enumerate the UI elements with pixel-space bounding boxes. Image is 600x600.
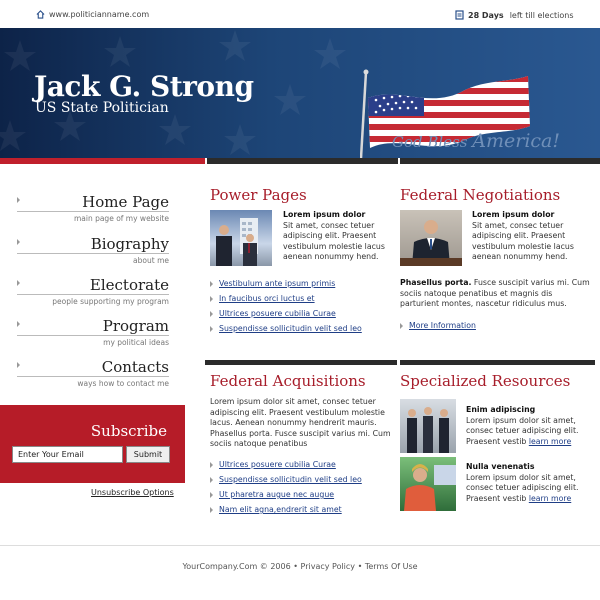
unsubscribe-link[interactable]: Unsubscribe Options [91,488,174,497]
specialized-bold: Nulla venenatis [466,462,535,471]
nav-rule [17,335,169,336]
terms-of-use-link[interactable]: Terms Of Use [364,562,418,571]
businessmen-image [210,210,272,266]
days-label: left till elections [509,10,574,20]
list-item [210,504,395,519]
federal-negotiations-title: Federal Negotiations [400,186,561,204]
email-field[interactable] [12,446,123,463]
nav-label: Program [102,317,169,335]
specialized-bold: Enim adipiscing [466,405,536,414]
power-link[interactable]: Ultrices posuere cubilia Curae [219,309,336,318]
acquisitions-link[interactable]: Nam elit agna,endrerit sit amet [219,505,342,514]
acquisitions-link[interactable]: Ultrices posuere cubilia Curae [219,460,336,469]
subscribe-panel [0,405,185,483]
footer [0,562,600,571]
nav-sublabel: main page of my website [73,214,169,223]
federal-negotiations-paragraph [400,278,592,310]
paragraph-body: Fusce suscipit varius mi. Cum sociis natoque penatibus et magnis dis parturient montes, nascetur ridiculus mus. [400,278,590,308]
nav-sublabel: my political ideas [103,338,169,347]
arrow-right-icon [17,362,20,368]
specialized-resources-title: Specialized Resources [400,372,571,390]
arrow-right-icon [17,197,20,203]
list-item [210,474,395,489]
nav-item-contacts[interactable] [0,355,185,393]
header-banner [0,28,600,158]
politician-role: US State Politician [35,100,169,116]
list-item [210,293,395,308]
meeting-photo [400,399,456,453]
speaker-image [400,210,462,266]
list-item [210,278,395,293]
site-url[interactable] [36,10,149,19]
woman-at-computer-image [400,457,456,511]
footer-copyright: YourCompany.Com © 2006 [182,562,291,571]
politician-name: Jack G. Strong [34,70,254,103]
subscribe-title: Subscribe [90,422,167,440]
acquisitions-link[interactable]: Suspendisse sollicitudin velit sed leo [219,475,362,484]
power-pages-body: Sit amet, consec tetuer adipiscing elit. Praesent vestibulum molestie lacus aenean nonummy hend. [283,220,385,261]
motto-small: God Bless [392,133,473,151]
nav-item-program[interactable] [0,314,185,352]
privacy-policy-link[interactable]: Privacy Policy [300,562,356,571]
nav-rule [17,376,169,377]
nav-sublabel: people supporting my program [52,297,169,306]
federal-negotiations-photo [400,210,462,266]
footer-separator: • [355,562,365,571]
specialized-body: Lorem ipsum dolor sit amet, consec tetuer adipiscing elit. Praesent vestib [466,415,579,446]
federal-negotiations-bold: Lorem ipsum dolor [472,210,555,219]
federal-acquisitions-title: Federal Acquisitions [210,372,366,390]
divider-gap [205,158,207,164]
power-pages-photo [210,210,272,266]
nav-item-home-page[interactable] [0,190,185,228]
specialized-item-1 [466,405,592,447]
learn-more-link[interactable]: learn more [528,493,572,503]
list-item [400,320,550,335]
nav-rule [17,211,169,212]
list-item [210,459,395,474]
days-count: 28 Days [468,10,504,20]
specialized-body: Lorem ipsum dolor sit amet, consec tetuer adipiscing elit. Praesent vestib [466,472,579,503]
arrow-right-icon [17,239,20,245]
list-item [210,489,395,504]
power-link[interactable]: In faucibus orci luctus et [219,294,315,303]
calendar-icon [455,10,464,20]
footer-separator: • [290,562,301,571]
federal-acquisitions-links [210,459,395,519]
nav-label: Biography [90,235,169,253]
top-bar [0,0,600,28]
divider-red-segment [0,158,205,164]
nav-label: Electorate [89,276,169,294]
site-url-text: www.politicianname.com [49,10,150,19]
federal-negotiations-body: Sit amet, consec tetuer adipiscing elit. Praesent vestibulum molestie lacus aenean nonummy hend. [472,220,574,261]
nav-rule [17,294,169,295]
nav-label: Home Page [82,193,169,211]
banner-motto [392,130,560,152]
nav-sublabel: about me [133,256,169,265]
list-item [210,323,395,338]
section-divider [205,360,397,365]
divider-gap [398,158,400,164]
paragraph-bold: Phasellus porta. [400,278,472,287]
power-pages-title: Power Pages [210,186,307,204]
nav-rule [17,253,169,254]
acquisitions-link[interactable]: Ut pharetra augue nec augue [219,490,335,499]
worker-photo [400,457,456,511]
nav-sublabel: ways how to contact me [77,379,169,388]
section-divider [400,360,595,365]
specialized-item-2 [466,462,592,504]
arrow-right-icon [17,280,20,286]
nav-label: Contacts [101,358,169,376]
federal-negotiations-text [472,210,592,263]
election-countdown [455,10,574,20]
more-information-list [400,320,550,335]
federal-acquisitions-text: Lorem ipsum dolor sit amet, consec tetuer adipiscing elit. Praesent vestibulum molestie lacus. Aenean nonummy hendrerit mauris. Phasellus porta. Fusce suscipit varius mi. Cum sociis natoque penatibus [210,397,391,448]
handshake-image [400,399,456,453]
power-link[interactable]: Suspendisse sollicitudin velit sed leo [219,324,362,333]
power-pages-bold: Lorem ipsum dolor [283,210,366,219]
arrow-right-icon [17,321,20,327]
submit-button[interactable]: Submit [126,446,170,463]
list-item [210,308,395,323]
power-pages-links [210,278,395,338]
nav-item-electorate[interactable] [0,273,185,311]
footer-rule [0,545,600,546]
more-information-link[interactable]: More Information [409,321,476,330]
home-icon [36,10,45,19]
power-pages-text [283,210,393,263]
power-link[interactable]: Vestibulum ante ipsum primis [219,279,336,288]
motto-big: America! [472,130,560,152]
nav-item-biography[interactable] [0,232,185,270]
learn-more-link[interactable]: learn more [528,436,572,446]
banner-divider [0,158,600,164]
